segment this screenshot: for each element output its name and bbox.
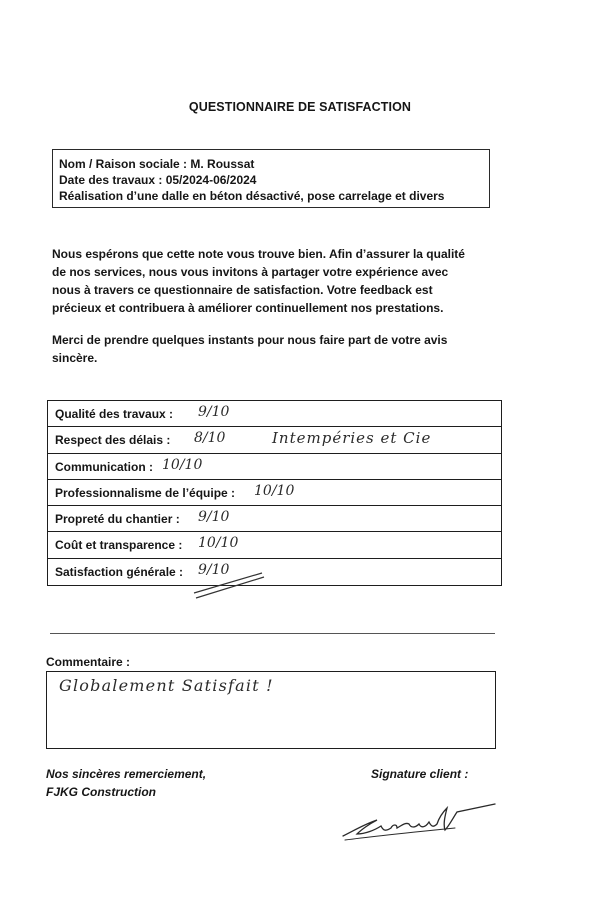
client-info-box — [52, 149, 490, 208]
rating-score: 10/10 — [162, 456, 203, 473]
comment-label: Commentaire : — [46, 655, 131, 669]
intro-line: Nous espérons que cette note vous trouve bien. Afin d’assurer la qualité — [52, 247, 465, 261]
page-title: QUESTIONNAIRE DE SATISFACTION — [188, 100, 412, 114]
rating-row-quality — [48, 401, 501, 427]
request-line: sincère. — [52, 351, 98, 365]
rating-label: Satisfaction générale : — [55, 564, 184, 579]
divider-line — [50, 633, 495, 634]
rating-row-professionalism — [48, 480, 501, 506]
rating-label: Qualité des travaux : — [55, 407, 174, 421]
rating-score: 8/10 — [194, 430, 226, 447]
comment-text: Globalement Satisfait ! — [59, 676, 274, 695]
intro-line: de nos services, nous vous invitons à partager votre expérience avec — [52, 265, 449, 279]
closing-thanks: Nos sincères remerciement, — [46, 767, 207, 781]
work-description: Réalisation d’une dalle en béton désactivé, pose carrelage et divers — [59, 189, 445, 203]
rating-score: 10/10 — [198, 535, 239, 552]
signature-label: Signature client : — [371, 767, 469, 781]
rating-score: 9/10 — [198, 561, 230, 578]
rating-score: 9/10 — [198, 404, 230, 420]
rating-label: Professionnalisme de l’équipe : — [55, 485, 236, 500]
rating-row-deadlines — [48, 427, 501, 453]
rating-label: Propreté du chantier : — [55, 512, 180, 527]
rating-row-cleanliness — [48, 506, 501, 532]
intro-line: nous à travers ce questionnaire de satisfaction. Votre feedback est — [52, 283, 433, 297]
client-name: Nom / Raison sociale : M. Roussat — [59, 157, 255, 171]
request-line: Merci de prendre quelques instants pour nous faire part de votre avis — [52, 333, 448, 347]
rating-label: Respect des délais : — [55, 433, 171, 448]
rating-score: 9/10 — [198, 509, 230, 526]
closing-text — [46, 765, 206, 801]
handwritten-strokes — [190, 565, 270, 605]
client-signature — [335, 790, 505, 850]
company-name: FJKG Construction — [46, 785, 156, 799]
intro-paragraph — [52, 245, 522, 317]
rating-row-cost — [48, 532, 501, 558]
rating-note: Intempéries et Cie — [272, 429, 432, 448]
rating-row-communication — [48, 454, 501, 480]
rating-row-overall — [48, 559, 501, 585]
intro-line: précieux et contribuera à améliorer continuellement nos prestations. — [52, 301, 444, 315]
rating-table — [47, 400, 502, 586]
rating-label: Communication : — [55, 459, 153, 474]
work-dates: Date des travaux : 05/2024-06/2024 — [59, 173, 257, 187]
rating-score: 10/10 — [254, 482, 295, 499]
comment-box — [46, 671, 496, 749]
rating-label: Coût et transparence : — [55, 538, 183, 553]
request-paragraph — [52, 331, 522, 367]
